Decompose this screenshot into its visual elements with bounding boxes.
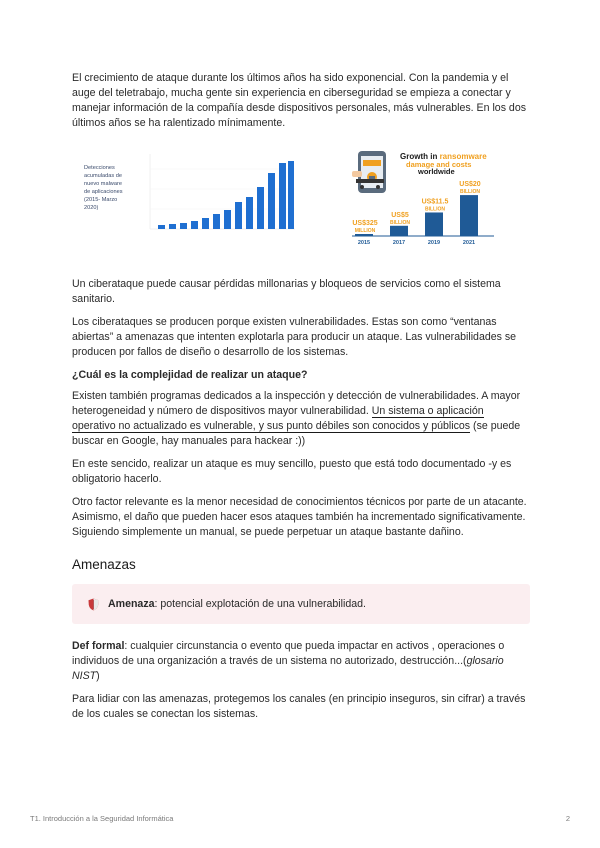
malware-bar: [213, 214, 220, 229]
chart-title-line1: Growth in ransomware: [400, 152, 487, 161]
malware-bars: [158, 161, 294, 229]
malware-bar: [169, 224, 176, 229]
malware-bar: [224, 210, 231, 229]
inspection-text: Existen también programas dedicados a la inspección y detección de vulnerabilidades. A mayor heterogeneidad y número de dispositivos mayor vulnerabilidad.: [72, 390, 521, 417]
ransom-tick-label: 2015: [357, 240, 371, 246]
ransom-value-unit: BILLION: [460, 189, 480, 196]
formal-def-label: Def formal: [72, 640, 125, 652]
callout-text: [108, 597, 366, 612]
malware-bar: [235, 202, 242, 229]
caption-line: (2015- Marzo: [84, 197, 118, 203]
ransom-value-label: US$5: [391, 211, 409, 219]
malware-bar: [158, 225, 165, 229]
callout-definition: : potencial explotación de una vulnerabilidad.: [154, 597, 366, 610]
malware-bar: [279, 163, 286, 229]
ransom-bar: [390, 226, 408, 236]
question-heading: ¿Cuál es la complejidad de realizar un ataque?: [72, 369, 308, 381]
ransom-bar: [460, 195, 478, 236]
formal-def-source: glosario NIST: [72, 655, 504, 682]
page-content: [72, 71, 530, 730]
malware-bar: [246, 197, 253, 229]
section-heading-amenazas: Amenazas: [72, 557, 136, 572]
formal-def-text: : cualquier circunstancia o evento que pueda impactar en activos , operaciones o individuos de una organización a través de un sistema no autorizado, destrucción...(: [72, 640, 505, 667]
ransomware-costs-chart: [348, 149, 498, 249]
ransom-tick-labels: [358, 240, 475, 246]
formal-def-close: ): [96, 670, 100, 682]
chart-title-line2: damage and costs: [406, 160, 472, 169]
paragraph-sencillo: En este sencido, realizar un ataque es muy sencillo, puesto que está todo documentado -y es obligatorio hacerlo.: [72, 458, 512, 485]
malware-bar: [202, 218, 209, 229]
chart-title-line3: worldwide: [418, 167, 455, 176]
paragraph-growth: El crecimiento de ataque durante los últimos años ha sido exponencial. Con la pandemia y el auge del teletrabajo, mucha gente sin experiencia en ciberseguridad se empieza a conectar y manejar información de la compañía desde dispositivos personales, más vulnerables. En los dos últimos años se ha ralentizado mínimamente.: [72, 72, 527, 129]
malware-bar: [288, 161, 294, 229]
malware-bar: [268, 173, 275, 229]
ransom-value-label: US$325: [352, 220, 378, 227]
definition-callout: [72, 584, 530, 624]
malware-bar: [257, 187, 264, 229]
ransom-bar: [425, 212, 443, 236]
ransom-value-unit: BILLION: [390, 219, 410, 226]
ransom-value-label: US$20: [459, 181, 481, 189]
paragraph-losses: Un ciberataque puede causar pérdidas millonarias y bloqueos de servicios como el sistema sanitario.: [72, 278, 501, 305]
ransom-tick-label: 2019: [427, 240, 441, 246]
page-number: 2: [565, 814, 570, 823]
paragraph-inspection: [72, 389, 530, 449]
ransom-value-unit: BILLION: [425, 206, 445, 213]
shield-icon: [88, 598, 99, 611]
figures-row: [72, 149, 530, 261]
caption-line: Detecciones: [84, 165, 115, 171]
callout-term: Amenaza: [108, 597, 155, 610]
malware-detections-chart: [80, 149, 295, 249]
ransom-tick-label: 2017: [392, 240, 406, 246]
ransom-value-unit: MILLION: [354, 228, 376, 234]
ransom-bar: [355, 234, 373, 236]
inspection-tail: (se puede buscar en Google, hay manuales para hackear :)): [72, 420, 521, 447]
malware-bar: [191, 221, 198, 229]
paragraph-formal-def: [72, 639, 530, 684]
malware-bar: [180, 223, 187, 229]
ransom-value-label: US$11.5: [421, 198, 449, 206]
paragraph-vulnerabilities: Los ciberataques se producen porque existen vulnerabilidades. Estas son como “ventanas abiertas” a amenazas que intenten explotarla para producir un ataque. Las vulnerabilidades se producen por fallos de diseño o desarrollo de los sistemas.: [72, 316, 517, 358]
paragraph-channels: Para lidiar con las amenazas, protegemos los canales (en principio inseguros, sin cifrar) a través de los cuales se conectan los sistemas.: [72, 693, 526, 720]
caption-line: 2020): [84, 205, 99, 211]
ransom-tick-label: 2021: [462, 240, 476, 246]
caption-line: nuevo malware: [84, 181, 122, 187]
caption-line: acumuladas de: [84, 173, 122, 179]
underlined-statement: Un sistema o aplicación operativo no actualizado es vulnerable, y sus punto débiles son conocidos y públicos: [72, 405, 484, 432]
cart-icon: [356, 179, 384, 183]
phone-illustration: [352, 151, 386, 193]
malware-caption: [84, 165, 123, 211]
paragraph-factor: Otro factor relevante es la menor necesidad de conocimientos técnicos por parte de un atacante. Asimismo, el daño que pueden hacer esos ataques también ha incrementado significativamente. Siguiendo simplemente un manual, se puede perpetuar un ataque bastante dañino.: [72, 496, 527, 538]
footer-title: T1. Introducción a la Seguridad Informática: [30, 814, 174, 823]
caption-line: de aplicaciones: [84, 189, 123, 195]
page-footer: [30, 811, 570, 826]
